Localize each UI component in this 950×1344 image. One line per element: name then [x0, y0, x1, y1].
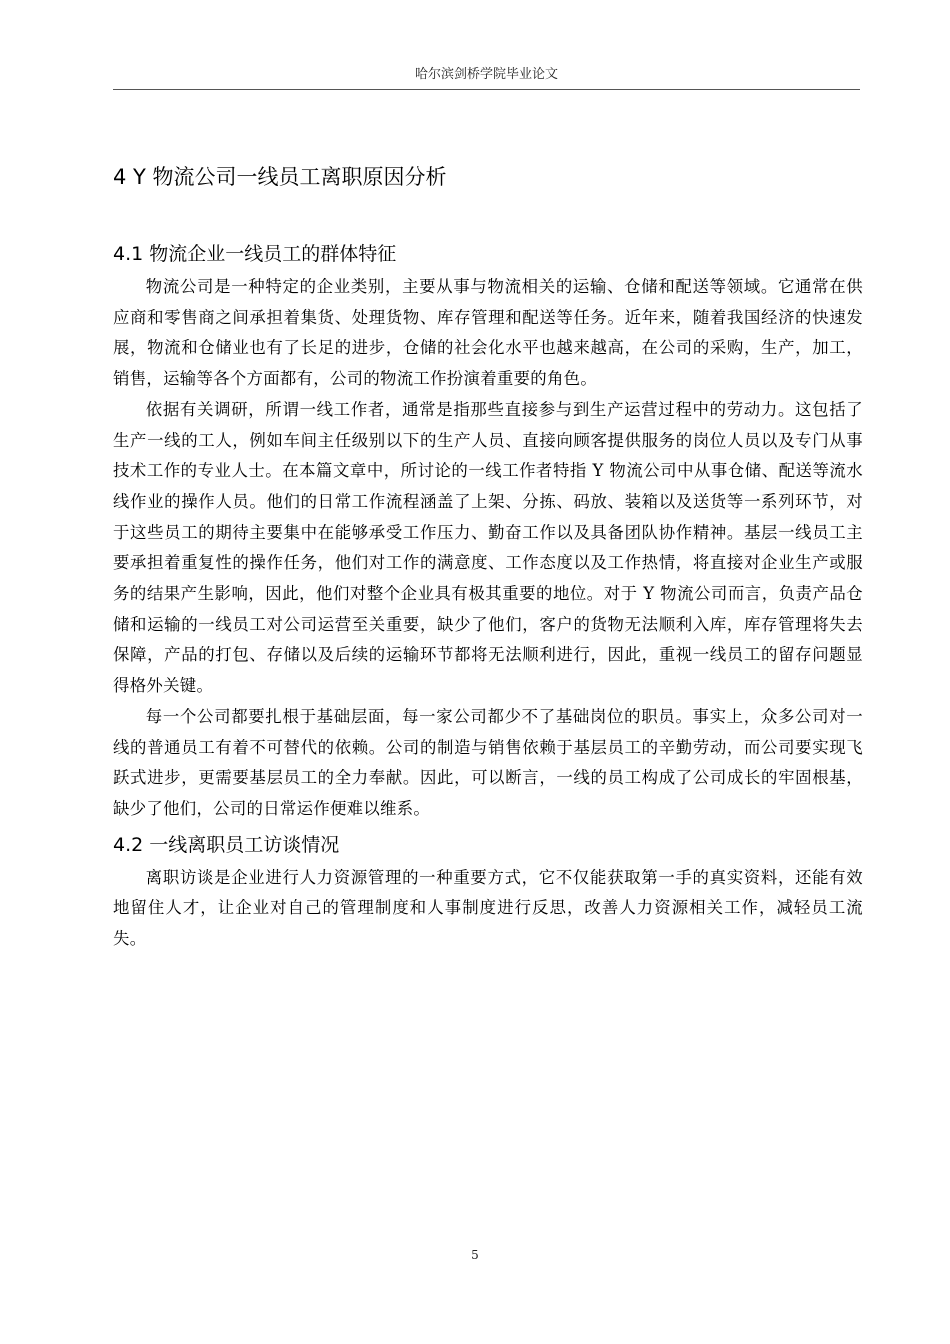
- section-title-4-1: 4.1 物流企业一线员工的群体特征: [113, 243, 397, 265]
- body-text: [113, 160, 863, 955]
- chapter-title: 4 Y 物流公司一线员工离职原因分析: [113, 165, 447, 189]
- section-title-4-2: 4.2 一线离职员工访谈情况: [113, 833, 340, 856]
- paragraph: 物流公司是一种特定的企业类别，主要从事与物流相关的运输、仓储和配送等领域。它通常在供应商和零售商之间承担着集货、处理货物、库存管理和配送等任务。近年来，随着我国经济的快速发展，物流和仓储业也有了长足的进步，仓储的社会化水平也越来越高，在公司的采购，生产，加工，销售，运输等各个方面都有，公司的物流工作扮演着重要的角色。: [113, 277, 863, 389]
- page-number: 5: [471, 1248, 479, 1262]
- paragraph: 离职访谈是企业进行人力资源管理的一种重要方式，它不仅能获取第一手的真实资料，还能有效地留住人才，让企业对自己的管理制度和人事制度进行反思，改善人力资源相关工作，减轻员工流失。: [113, 867, 863, 949]
- paragraph: 每一个公司都要扎根于基础层面，每一家公司都少不了基础岗位的职员。事实上，众多公司对一线的普通员工有着不可替代的依赖。公司的制造与销售依赖于基层员工的辛勤劳动，而公司要实现飞跃式进步，更需要基层员工的全力奉献。因此，可以断言，一线的员工构成了公司成长的牢固根基，缺少了他们，公司的日常运作便难以维系。: [113, 706, 863, 818]
- paragraph: 依据有关调研，所谓一线工作者，通常是指那些直接参与到生产运营过程中的劳动力。这包括了生产一线的工人，例如车间主任级别以下的生产人员、直接向顾客提供服务的岗位人员以及专门从事技术工作的专业人士。在本篇文章中，所讨论的一线工作者特指 Y 物流公司中从事仓储、配送等流水线作业的操作人员。他们的日常工作流程涵盖了上架、分拣、码放、装箱以及送货等一系列环节，对于这些员工的期待主要集中在能够承受工作压力、勤奋工作以及具备团队协作精神。基层一线员工主要承担着重复性的操作任务，他们对工作的满意度、工作态度以及工作热情，将直接对企业生产或服务的结果产生影响，因此，他们对整个企业具有极其重要的地位。对于 Y 物流公司而言，负责产品仓储和运输的一线员工对公司运营至关重要，缺少了他们，客户的货物无法顺利入库，库存管理将失去保障，产品的打包、存储以及后续的运输环节都将无法顺利进行，因此，重视一线员工的留存问题显得格外关键。: [113, 399, 863, 696]
- running-header: 哈尔滨剑桥学院毕业论文: [414, 67, 558, 82]
- header-rule: [113, 89, 860, 90]
